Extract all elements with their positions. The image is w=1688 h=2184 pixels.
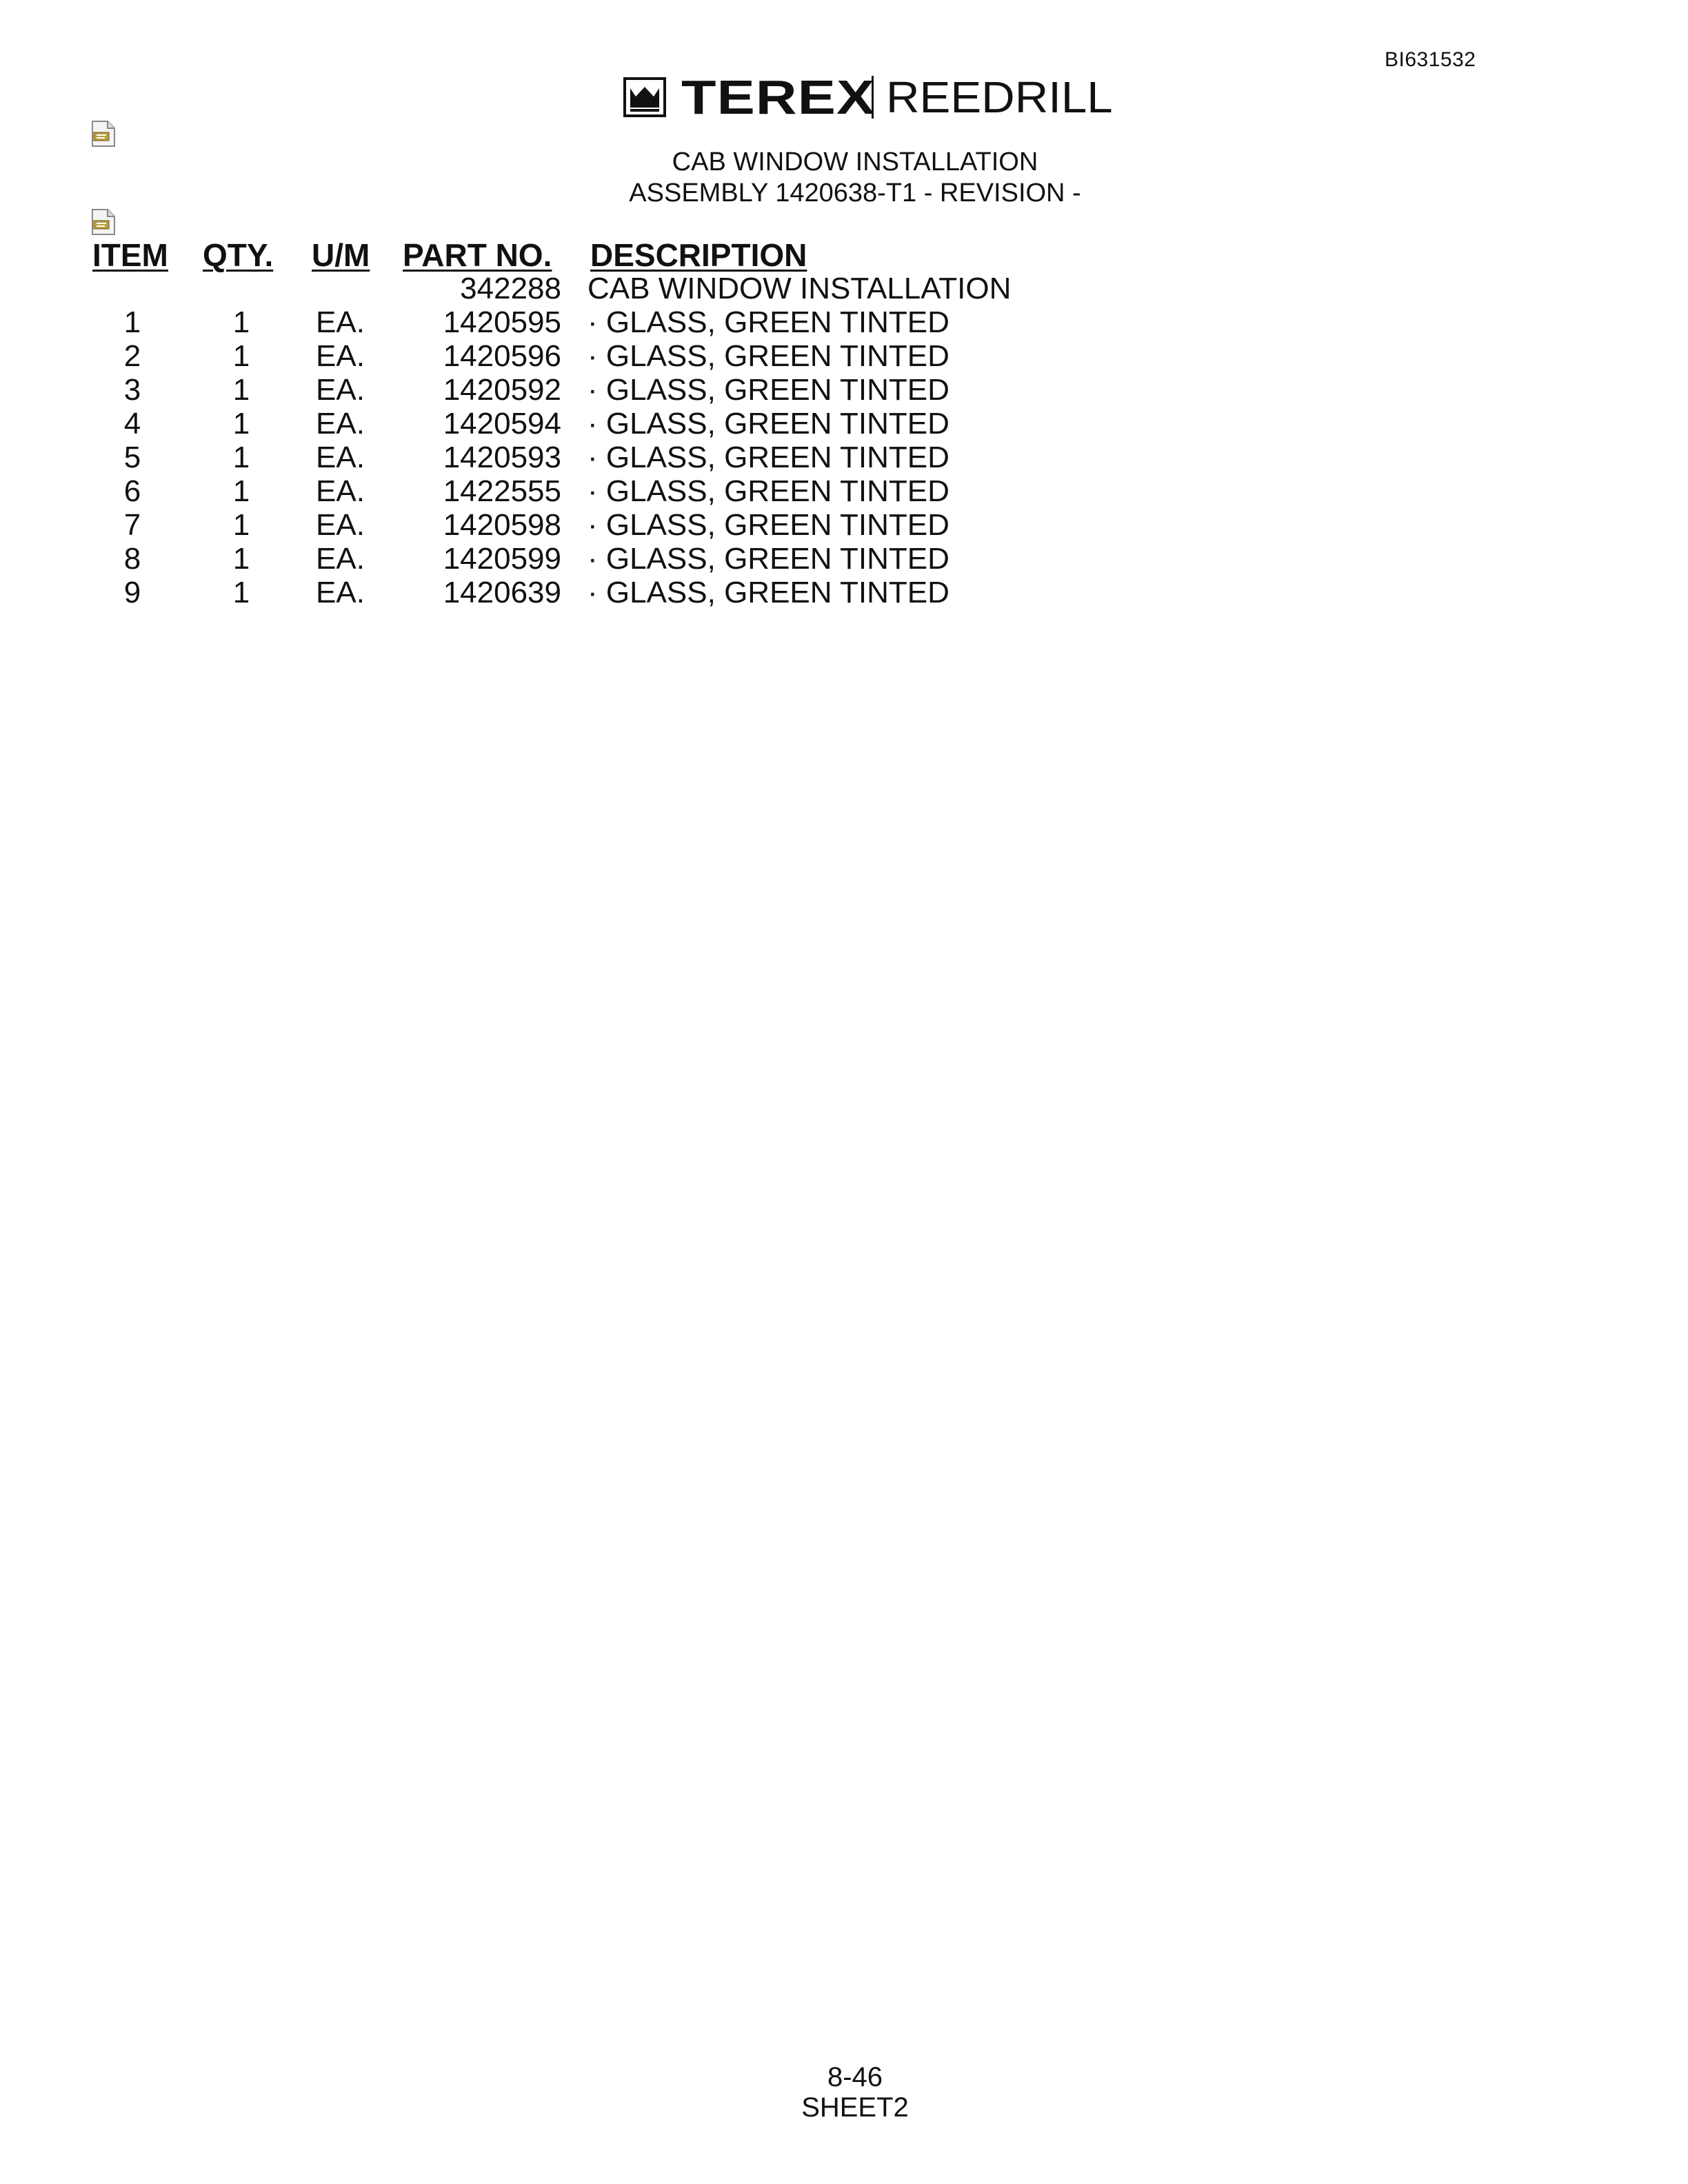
cell-qty: 1: [232, 305, 250, 339]
cell-description: · GLASS, GREEN TINTED: [587, 508, 950, 542]
cell-qty: 1: [232, 373, 250, 407]
cell-um: EA.: [316, 576, 365, 609]
cell-description: · GLASS, GREEN TINTED: [587, 373, 950, 407]
cell-qty: 1: [232, 474, 250, 508]
cell-part-no: 1420592: [443, 373, 561, 407]
cell-description: · GLASS, GREEN TINTED: [587, 441, 950, 474]
brand-logo: [623, 70, 1114, 124]
table-row: [0, 305, 1103, 339]
crown-logo-icon: [623, 77, 666, 117]
table-row: [0, 339, 1103, 373]
document-title: CAB WINDOW INSTALLATION: [672, 148, 1038, 176]
cell-um: EA.: [316, 441, 365, 474]
cell-part-no: 1420596: [443, 339, 561, 373]
cell-item: 6: [123, 474, 141, 508]
table-row: [0, 508, 1103, 542]
cell-part-no: 342288: [460, 272, 561, 305]
cell-description: CAB WINDOW INSTALLATION: [587, 272, 1012, 305]
cell-item: 5: [123, 441, 141, 474]
table-row: [0, 441, 1103, 474]
header-description: DESCRIPTION: [590, 237, 807, 273]
logo-brand-text: TEREX: [681, 70, 876, 124]
cell-description: · GLASS, GREEN TINTED: [587, 339, 950, 373]
document-icon[interactable]: [91, 208, 116, 236]
assembly-subtitle: ASSEMBLY 1420638-T1 - REVISION -: [629, 179, 1081, 208]
table-row: [0, 474, 1103, 508]
cell-um: EA.: [316, 339, 365, 373]
cell-um: EA.: [316, 508, 365, 542]
cell-part-no: 1420595: [443, 305, 561, 339]
table-row: [0, 272, 1103, 305]
logo-product-text: REEDRILL: [886, 72, 1114, 122]
cell-um: EA.: [316, 373, 365, 407]
cell-item: 2: [123, 339, 141, 373]
cell-qty: 1: [232, 339, 250, 373]
header-item: ITEM: [92, 237, 168, 273]
cell-qty: 1: [232, 508, 250, 542]
cell-um: EA.: [316, 407, 365, 441]
table-row: [0, 576, 1103, 609]
cell-um: EA.: [316, 474, 365, 508]
document-id: BI631532: [1385, 48, 1476, 71]
cell-um: EA.: [316, 305, 365, 339]
cell-description: · GLASS, GREEN TINTED: [587, 407, 950, 441]
header-qty: QTY.: [203, 237, 274, 273]
table-row: [0, 373, 1103, 407]
page-number: 8-46: [827, 2062, 883, 2092]
cell-part-no: 1420599: [443, 542, 561, 576]
cell-description: · GLASS, GREEN TINTED: [587, 542, 950, 576]
cell-description: · GLASS, GREEN TINTED: [587, 576, 950, 609]
cell-qty: 1: [232, 441, 250, 474]
cell-description: · GLASS, GREEN TINTED: [587, 474, 950, 508]
cell-qty: 1: [232, 576, 250, 609]
header-part-no: PART NO.: [403, 237, 552, 273]
cell-part-no: 1422555: [443, 474, 561, 508]
cell-qty: 1: [232, 542, 250, 576]
cell-part-no: 1420593: [443, 441, 561, 474]
cell-part-no: 1420598: [443, 508, 561, 542]
cell-um: EA.: [316, 542, 365, 576]
cell-part-no: 1420594: [443, 407, 561, 441]
cell-qty: 1: [232, 407, 250, 441]
cell-item: 3: [123, 373, 141, 407]
cell-item: 1: [123, 305, 141, 339]
cell-item: 7: [123, 508, 141, 542]
table-row: [0, 407, 1103, 441]
sheet-label: SHEET2: [801, 2092, 909, 2123]
header-um: U/M: [312, 237, 370, 273]
cell-description: · GLASS, GREEN TINTED: [587, 305, 950, 339]
document-icon[interactable]: [91, 120, 116, 148]
cell-item: 4: [123, 407, 141, 441]
cell-item: 8: [123, 542, 141, 576]
cell-item: 9: [123, 576, 141, 609]
parts-table: [0, 272, 1103, 609]
table-row: [0, 542, 1103, 576]
cell-part-no: 1420639: [443, 576, 561, 609]
